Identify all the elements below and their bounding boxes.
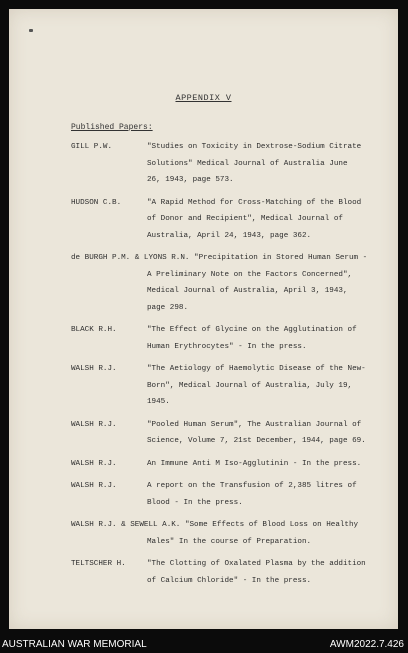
- paper-entry: [71, 478, 391, 511]
- papers-list: [71, 139, 391, 595]
- paper-citation-line: A report on the Transfusion of 2,385 litres of: [147, 482, 357, 490]
- published-papers-heading: Published Papers:: [71, 123, 153, 132]
- paper-author: WALSH R.J.: [71, 459, 117, 468]
- document-page: [9, 9, 398, 629]
- paper-entry: [71, 139, 391, 189]
- paper-citation-line: 26, 1943, page 573.: [147, 176, 234, 184]
- paper-citation-line: Australia, April 24, 1943, page 362.: [147, 231, 312, 240]
- paper-entry: [71, 456, 391, 473]
- paper-entry: [71, 517, 391, 550]
- paper-entry: [71, 322, 391, 355]
- paper-citation-line: Medical Journal of Australia, April 3, 1943,: [147, 287, 348, 295]
- appendix-heading: APPENDIX V: [175, 93, 232, 103]
- paper-author: TELTSCHER H.: [71, 560, 126, 568]
- paper-citation-line: 1945.: [147, 398, 170, 406]
- paper-citation-line: "The Effect of Glycine on the Agglutination of: [147, 326, 357, 334]
- paper-author: WALSH R.J.: [71, 482, 117, 490]
- paper-citation-line: "Pooled Human Serum", The Australian Journal of: [147, 420, 362, 429]
- footer-bar: [0, 637, 408, 653]
- paper-entry: [71, 556, 391, 589]
- paper-author: de BURGH P.M. & LYONS R.N.: [71, 254, 190, 262]
- paper-citation-line: Born", Medical Journal of Australia, July 19,: [147, 381, 353, 390]
- paper-citation-line: Science, Volume 7, 21st December, 1944, page 69.: [147, 437, 366, 445]
- paper-author: BLACK R.H.: [71, 326, 117, 334]
- paper-citation-line: Blood - In the press.: [147, 498, 243, 507]
- paper-citation-line: "A Rapid Method for Cross-Matching of the Blood: [147, 198, 362, 207]
- paper-citation-line: Males" In the course of Preparation.: [147, 537, 312, 546]
- paper-author: WALSH R.J.: [71, 365, 117, 373]
- paper-entry: [71, 361, 391, 411]
- paper-entry: [71, 250, 391, 316]
- paper-citation-line: "The Clotting of Oxalated Plasma by the addition: [147, 560, 366, 568]
- paper-author: WALSH R.J. & SEWELL A.K.: [71, 521, 181, 529]
- paper-citation-line: An Immune Anti M Iso-Agglutinin - In the press.: [147, 459, 362, 468]
- paper-author: HUDSON C.B.: [71, 198, 122, 207]
- paper-citation-line: page 298.: [147, 303, 189, 312]
- paper-citation-line: "Studies on Toxicity in Dextrose-Sodium Citrate: [147, 143, 362, 151]
- accession-number: AWM2022.7.426: [329, 639, 404, 650]
- paper-author: GILL P.W.: [71, 143, 113, 151]
- paper-citation-line: of Donor and Recipient", Medical Journal of: [147, 215, 343, 223]
- paper-citation-line: "Some Effects of Blood Loss on Healthy: [184, 521, 359, 529]
- paper-citation-line: "Precipitation in Stored Human Serum -: [194, 254, 368, 262]
- institution-label: AUSTRALIAN WAR MEMORIAL: [2, 639, 147, 650]
- paper-citation-line: "The Aetiology of Haemolytic Disease of the New-: [147, 365, 366, 373]
- paper-citation-line: of Calcium Chloride" - In the press.: [147, 576, 312, 585]
- paper-citation-line: Human Erythrocytes" - In the press.: [147, 342, 307, 351]
- paper-author: WALSH R.J.: [71, 420, 117, 429]
- paper-entry: [71, 417, 391, 450]
- paper-entry: [71, 195, 391, 245]
- paper-citation-line: Solutions" Medical Journal of Australia June: [147, 159, 348, 168]
- paper-citation-line: A Preliminary Note on the Factors Concerned",: [147, 270, 353, 279]
- paper-mark: [29, 29, 33, 32]
